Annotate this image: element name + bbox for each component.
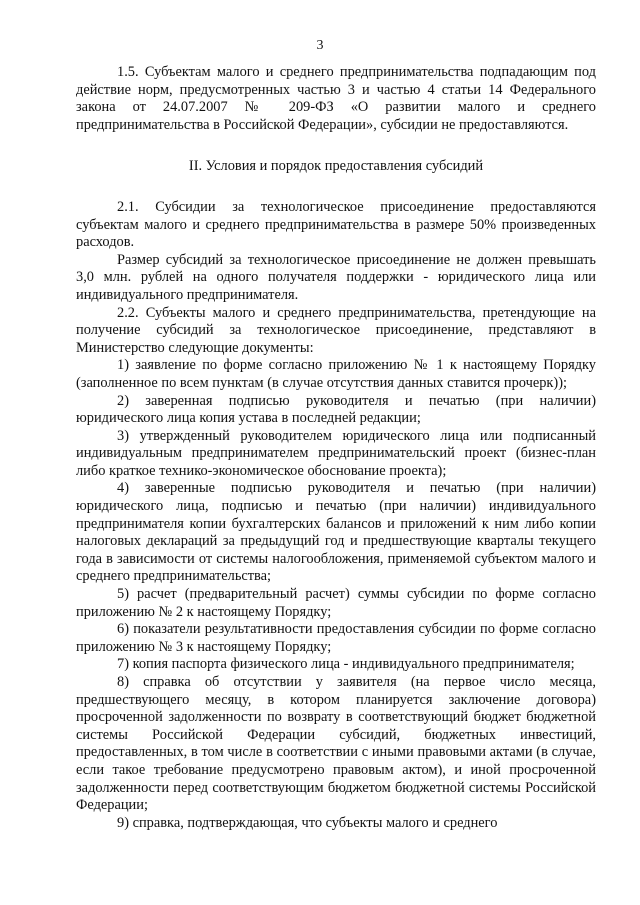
paragraph-subsidy-limit: Размер субсидий за технологическое присоединение не должен превышать 3,0 млн. рублей на одного получателя поддержки - юридического лица или индивидуального предпринимателя. [76, 251, 596, 303]
document-body [76, 64, 596, 832]
list-item-4: 4) заверенные подписью руководителя и печатью (при наличии) юридического лица, подписью и печатью (при наличии) индивидуального предпринимателя копии бухгалтерских балансов и приложений к ним либо копии налоговых деклараций за предыдущий год и предшествующие кварталы текущего года в зависимости от системы налогообложения, применяемой субъектом малого и среднего предпринимательства; [76, 480, 596, 585]
paragraph-2-2: 2.2. Субъекты малого и среднего предпринимательства, претендующие на получение субсидий за технологическое присоединение, представляют в Министерство следующие документы: [76, 304, 596, 356]
list-item-2: 2) заверенная подписью руководителя и печатью (при наличии) юридического лица копия устава в последней редакции; [76, 392, 596, 427]
list-item-1: 1) заявление по форме согласно приложению № 1 к настоящему Порядку (заполненное по всем пунктам (в случае отсутствия данных ставится прочерк)); [76, 357, 596, 391]
list-item-6: 6) показатели результативности предоставления субсидии по форме согласно приложению № 3 к настоящему Порядку; [76, 621, 596, 655]
page-number: 3 [316, 38, 324, 53]
list-item-7: 7) копия паспорта физического лица - индивидуального предпринимателя; [117, 656, 575, 673]
section-heading: II. Условия и порядок предоставления субсидий [188, 158, 484, 175]
list-item-5: 5) расчет (предварительный расчет) суммы субсидии по форме согласно приложению № 2 к настоящему Порядку; [76, 586, 596, 620]
list-item-8: 8) справка об отсутствии у заявителя (на первое число месяца, предшествующего месяцу, в котором планируется заключение договора) просроченной задолженности по возврату в соответствующий бюджет бюджетной системы Российской Федерации субсидий, бюджетных инвестиций, предоставленных, в том числе в соответствии с иными правовыми актами (в случае, если такое требование предусмотрено правовым актом), и иной просроченной задолженности перед соответствующим бюджетом бюджетной системы Российской Федерации; [76, 674, 596, 814]
paragraph-2-1: 2.1. Субсидии за технологическое присоединение предоставляются субъектам малого и среднего предпринимательства в размере 50% произведенных расходов. [76, 198, 596, 251]
list-item-9: 9) справка, подтверждающая, что субъекты малого и среднего [117, 814, 498, 831]
list-item-3: 3) утвержденный руководителем юридического лица или подписанный индивидуальным предпринимателем предпринимательский проект (бизнес-план либо краткое технико-экономическое обоснование проекта); [76, 427, 596, 479]
paragraph-1-5: 1.5. Субъектам малого и среднего предпринимательства подпадающим под действие норм, предусмотренных частью 3 и частью 4 статьи 14 Федерального закона от 24.07.2007 № 209-ФЗ «О развитии малого и среднего предпринимательства в Российской Федерации», субсидии не предоставляются. [76, 64, 596, 133]
